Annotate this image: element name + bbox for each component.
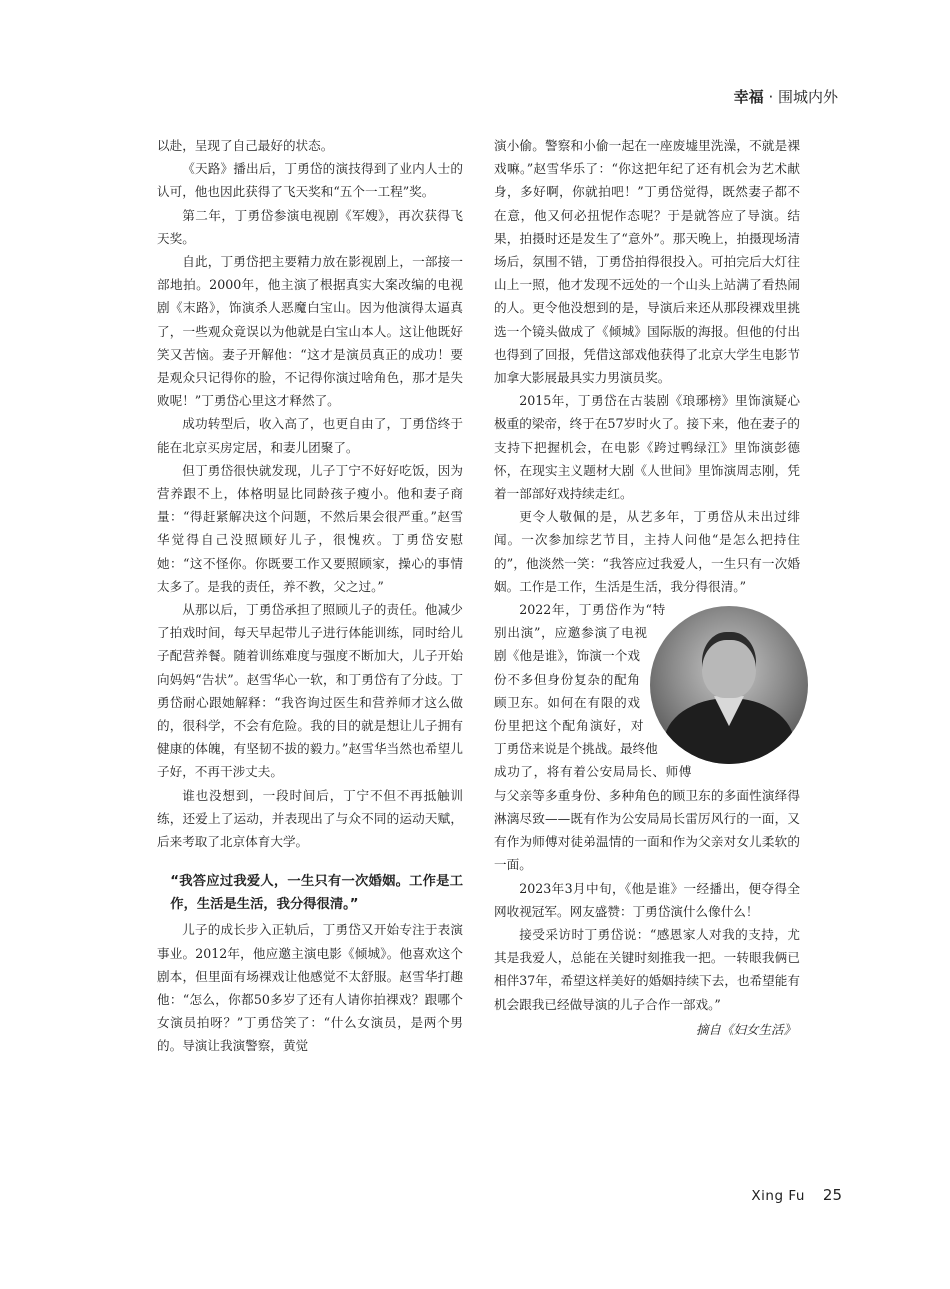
- subsection-title: 围城内外: [777, 88, 838, 106]
- pull-quote-text: “我答应过我爱人，一生只有一次婚姻。工作是工作，生活是生活，我分得很清。”: [170, 874, 463, 912]
- paragraph: 谁也没想到，一段时间后，丁宁不但不再抵触训练，还爱上了运动，并表现出了与众不同的运动天赋，后来考取了北京体育大学。: [157, 787, 463, 850]
- paragraph: 从那以后，丁勇岱承担了照顾儿子的责任。他减少了拍戏时间，每天早起带儿子进行体能训练，同时给儿子配营养餐。随着训练难度与强度不断加大，儿子开始向妈妈“告状”。赵雪华心一软，和丁勇岱有了分歧。丁勇岱耐心跟她解释：“我咨询过医生和营养师才这么做的，很科学，不会有危险。我的目的就是想让儿子拥有健康的体魄，有坚韧不拔的毅力。”赵雪华当然也希望儿子好，不再干涉丈夫。: [157, 602, 463, 780]
- right-column: [494, 134, 800, 1041]
- paragraph: 接受采访时丁勇岱说：“感恩家人对我的支持，尤其是我爱人，总能在关键时刻推我一把。一转眼我俩已相伴37年，希望这样美好的婚姻持续下去，也希望能有机会跟我已经做导演的儿子合作一部戏。”: [494, 926, 800, 1012]
- paragraph: 自此，丁勇岱把主要精力放在影视剧上，一部接一部地拍。2000年，他主演了根据真实大案改编的电视剧《末路》，饰演杀人恶魔白宝山。因为他演得太逼真了，一些观众竟误以为他就是白宝山本人。这让他既好笑又苦恼。妻子开解他：“这才是演员真正的成功！要是观众只记得你的脸，不记得你演过啥角色，那才是失败呢！”丁勇岱心里这才释然了。: [157, 254, 463, 409]
- paragraph: 2022年，丁勇岱作为“特别出演”，应邀参演了电视剧《他是谁》，饰演一个戏份不多但身份复杂的配角顾卫东。如何在有限的戏份里把这个配角演好，对丁勇岱来说是个挑战。最终他成功了，将有着公安局局长、师傅与父亲等多重身份、多种角色的顾卫东的多面性演绎得淋漓尽致——既有作为公安局局长雷厉风行的一面，又有作为师傅对徒弟温情的一面和作为父亲对女儿柔软的一面。: [494, 602, 800, 873]
- portrait-photo: [650, 606, 808, 764]
- paragraph: 2023年3月中旬，《他是谁》一经播出，便夺得全网收视冠军。网友盛赞：丁勇岱演什么像什么！: [494, 880, 800, 919]
- header-separator: ·: [763, 88, 778, 106]
- left-column: [157, 134, 463, 1058]
- section-title: 幸福: [733, 88, 764, 106]
- paragraph: 但丁勇岱很快就发现，儿子丁宁不好好吃饭，因为营养跟不上，体格明显比同龄孩子瘦小。他和妻子商量：“得赶紧解决这个问题，不然后果会很严重。”赵雪华觉得自己没照顾好儿子，很愧疚。丁勇岱安慰她：“这不怪你。你既要工作又要照顾家，操心的事情太多了。是我的责任，养不教，父之过。”: [157, 462, 463, 594]
- source-credit: 摘自《妇女生活》: [695, 1021, 796, 1037]
- paragraph: 第二年，丁勇岱参演电视剧《军嫂》，再次获得飞天奖。: [157, 207, 463, 246]
- photo-face: [702, 632, 756, 698]
- page-number: 25: [822, 1186, 842, 1204]
- magazine-name: Xing Fu: [751, 1188, 805, 1204]
- page-header: [734, 86, 838, 107]
- paragraph: 2015年，丁勇岱在古装剧《琅琊榜》里饰演疑心极重的梁帝，终于在57岁时火了。接下来，他在妻子的支持下把握机会，在电影《跨过鸭绿江》里饰演彭德怀，在现实主义题材大剧《人世间》里饰演周志刚，凭着一部部好戏持续走红。: [494, 393, 800, 502]
- paragraph: 更令人敬佩的是，从艺多年，丁勇岱从未出过绯闻。一次参加综艺节目，主持人问他“是怎么把持住的”，他淡然一笑：“我答应过我爱人，一生只有一次婚姻。工作是工作，生活是生活，我分得很清。”: [494, 509, 800, 594]
- paragraph: 以赴，呈现了自己最好的状态。: [157, 138, 334, 153]
- paragraph: 演小偷。警察和小偷一起在一座废墟里洗澡，不就是裸戏嘛。”赵雪华乐了：“你这把年纪了还有机会为艺术献身，多好啊，你就拍吧！”丁勇岱觉得，既然妻子都不在意，他又何必扭怩作态呢？于是就答应了导演。结果，拍摄时还是发生了“意外”。那天晚上，拍摄现场清场后，氛围不错，丁勇岱拍得很投入。可拍完后大灯往山上一照，他才发现不远处的一个山头上站满了看热闹的人。更令他没想到的是，导演后来还从那段裸戏里挑选一个镜头做成了《倾城》国际版的海报。但他的付出也得到了回报，凭借这部戏他获得了北京大学生电影节加拿大影展最具实力男演员奖。: [494, 138, 800, 386]
- page-footer: [751, 1186, 842, 1204]
- paragraph: 成功转型后，收入高了，也更自由了，丁勇岱终于能在北京买房定居，和妻儿团聚了。: [157, 416, 463, 455]
- pull-quote: [157, 871, 463, 916]
- paragraph: 儿子的成长步入正轨后，丁勇岱又开始专注于表演事业。2012年，他应邀主演电影《倾城》。他喜欢这个剧本，但里面有场裸戏让他感觉不太舒服。赵雪华打趣他：“怎么，你都50多岁了还有人请你拍裸戏？跟哪个女演员拍呀？”丁勇岱笑了：“什么女演员，是两个男的。导演让我演警察，黄觉: [157, 922, 463, 1054]
- paragraph: 《天路》播出后，丁勇岱的演技得到了业内人士的认可，他也因此获得了飞天奖和“五个一工程”奖。: [157, 161, 463, 200]
